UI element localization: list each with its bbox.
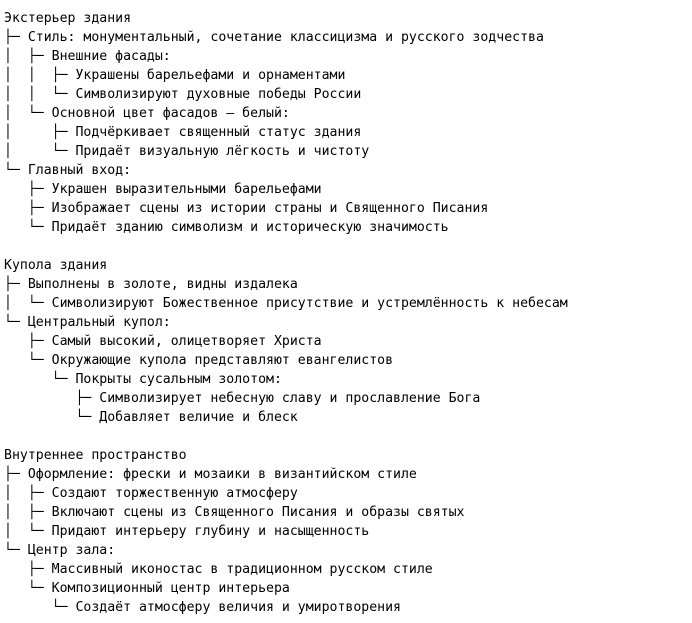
tree-root-domes: Купола здания — [4, 258, 108, 273]
tree-leaf: │ └─ Символизируют Божественное присутствие и устремлённость к небесам — [4, 296, 568, 311]
tree-leaf: ├─ Изображает сцены из истории страны и Священного Писания — [4, 201, 489, 216]
section-spacer — [4, 427, 568, 446]
tree-leaf: ├─ Массивный иконостас в традиционном русском стиле — [4, 562, 433, 577]
section-spacer — [4, 237, 568, 256]
tree-node: │ └─ Основной цвет фасадов — белый: — [4, 106, 290, 121]
tree-node: └─ Покрыты сусальным золотом: — [4, 372, 282, 387]
tree-leaf: └─ Создаёт атмосферу величия и умиротворения — [4, 600, 401, 615]
tree-node: └─ Окружающие купола представляют евангелистов — [4, 353, 394, 368]
tree-leaf: │ ├─ Создают торжественную атмосферу — [4, 486, 298, 501]
tree-leaf: │ │ ├─ Украшены барельефами и орнаментами — [4, 68, 346, 83]
tree-node: ├─ Выполнены в золоте, видны издалека — [4, 277, 298, 292]
tree-leaf: ├─ Символизирует небесную славу и прославление Бога — [4, 391, 481, 406]
tree-leaf: └─ Добавляет величие и блеск — [4, 410, 298, 425]
tree-node: └─ Центральный купол: — [4, 315, 171, 330]
tree-leaf: │ └─ Придают интерьеру глубину и насыщенность — [4, 524, 370, 539]
tree-node: ├─ Стиль: монументальный, сочетание классицизма и русского зодчества — [4, 30, 544, 45]
tree-root-interior: Внутреннее пространство — [4, 448, 187, 463]
tree-root-exterior: Экстерьер здания — [4, 11, 132, 26]
tree-leaf: └─ Придаёт зданию символизм и историческую значимость — [4, 220, 449, 235]
hierarchy-tree — [4, 9, 568, 617]
tree-node: └─ Главный вход: — [4, 163, 132, 178]
tree-node: ├─ Оформление: фрески и мозаики в византийском стиле — [4, 467, 417, 482]
tree-node: └─ Центр зала: — [4, 543, 116, 558]
tree-node: └─ Композиционный центр интерьера — [4, 581, 290, 596]
tree-leaf: │ └─ Придаёт визуальную лёгкость и чистоту — [4, 144, 370, 159]
tree-leaf: │ │ └─ Символизируют духовные победы России — [4, 87, 362, 102]
tree-node: │ ├─ Внешние фасады: — [4, 49, 171, 64]
tree-leaf: ├─ Самый высокий, олицетворяет Христа — [4, 334, 322, 349]
tree-leaf: │ ├─ Включают сцены из Священного Писания и образы святых — [4, 505, 465, 520]
tree-leaf: ├─ Украшен выразительными барельефами — [4, 182, 322, 197]
tree-leaf: │ ├─ Подчёркивает священный статус здания — [4, 125, 362, 140]
